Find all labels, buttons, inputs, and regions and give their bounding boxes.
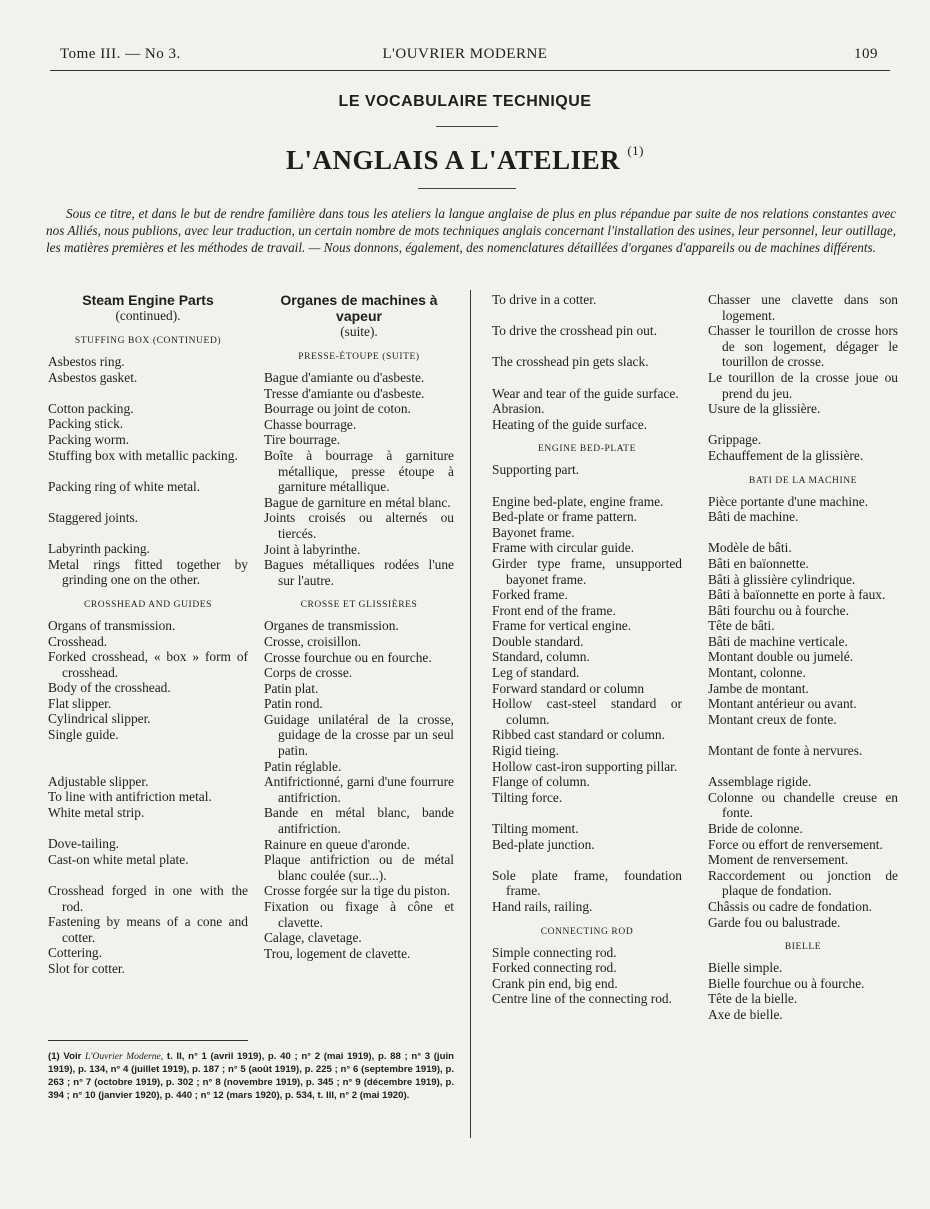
vocab-entry: Tilting moment. <box>492 821 579 836</box>
spacer <box>708 727 898 743</box>
vocab-entry: Montant, colonne. <box>708 665 806 681</box>
vocab-entry: To line with antifriction metal. <box>48 789 212 805</box>
section-heading: STUFFING BOX (CONTINUED) <box>74 336 222 346</box>
footnote-marker: (1) Voir <box>48 1051 82 1062</box>
vocab-entry: Tête de bâti. <box>708 618 775 634</box>
vocab-entry: Centre line of the connecting rod. <box>492 991 672 1007</box>
vocab-entry: Body of the crosshead. <box>48 680 171 696</box>
vocab-entry: Fastening by means of a cone and cotter. <box>48 914 248 945</box>
vocab-entry: Patin plat. <box>264 680 319 696</box>
spacer <box>48 494 248 510</box>
vocab-entry: Modèle de bâti. <box>708 540 792 556</box>
vocab-entry: Bâti à baïonnette en porte à faux. <box>708 587 886 603</box>
vocab-entry: Cylindrical slipper. <box>48 711 151 727</box>
vocab-list <box>264 350 454 961</box>
vocab-entry: Moment de renversement. <box>708 852 849 868</box>
vocab-entry: Rainure en queue d'aronde. <box>264 836 410 852</box>
vocab-entry: Force ou effort de renversement. <box>708 836 883 852</box>
column-subheading: (suite). <box>340 324 378 339</box>
vocab-entry: Garde fou ou balustrade. <box>708 914 841 930</box>
vocab-entry: The crosshead pin gets slack. <box>492 354 649 370</box>
vocab-entry: Single guide. <box>48 727 119 743</box>
vocab-entry: Montant creux de fonte. <box>708 711 837 727</box>
column-heading: Organes de machines à vapeur <box>280 292 438 324</box>
vocab-entry: Boîte à bourrage à garniture métallique, presse étoupe à garniture métallique. <box>264 447 454 495</box>
vocab-entry: Supporting part. <box>492 462 580 478</box>
column-french-1 <box>264 292 454 961</box>
vocab-entry: Axe de bielle. <box>708 1006 783 1022</box>
vocab-entry: Trou, logement de clavette. <box>264 945 411 961</box>
footnote-ref: (1) <box>627 143 645 158</box>
vocab-entry: Châssis ou cadre de fondation. <box>708 898 872 914</box>
spacer <box>48 821 248 837</box>
vocab-entry: Montant antérieur ou avant. <box>708 696 857 712</box>
vocab-entry: Raccordement ou jonction de plaque de fondation. <box>708 867 898 899</box>
vocab-entry: Bed-plate junction. <box>492 836 595 852</box>
vocab-entry: Sole plate frame, foundation frame. <box>492 867 682 899</box>
vocab-entry: Patin réglable. <box>264 758 342 774</box>
footnote-rule <box>48 1040 248 1041</box>
column-subheading: (continued). <box>115 308 181 323</box>
vocab-entry: Forward standard or column <box>492 680 645 696</box>
column-divider <box>470 290 471 1138</box>
vocab-entry: Grippage. <box>708 432 762 448</box>
vocab-list <box>48 334 248 977</box>
vocab-entry: Bride de colonne. <box>708 821 803 836</box>
column-english-1 <box>48 292 248 977</box>
vocab-entry: Bayonet frame. <box>492 524 575 540</box>
vocab-entry: Front end of the frame. <box>492 602 616 618</box>
footnote-journal: L'Ouvrier Moderne, <box>85 1051 164 1062</box>
vocab-entry: Double standard. <box>492 633 584 649</box>
title-divider <box>436 126 498 127</box>
vocab-entry: Hollow cast-iron supporting pillar. <box>492 758 678 774</box>
vocab-entry: Bagues métalliques rodées l'une sur l'autre. <box>264 557 454 588</box>
vocab-entry: Forked connecting rod. <box>492 960 617 976</box>
vocab-entry: Crosse fourchue ou en fourche. <box>264 649 432 665</box>
vocab-entry: Plaque antifriction ou de métal blanc coulée (sur...). <box>264 852 454 883</box>
vocab-list <box>708 292 898 1023</box>
vocab-entry: Bielle fourchue ou à fourche. <box>708 975 865 991</box>
vocab-entry: Tilting force. <box>492 789 563 805</box>
vocab-entry: Chasse bourrage. <box>264 416 357 432</box>
vocab-entry: Simple connecting rod. <box>492 944 617 960</box>
vocab-entry: Forked crosshead, « box » form of crosshead. <box>48 649 248 680</box>
spacer <box>492 852 682 868</box>
vocab-entry: Montant de fonte à nervures. <box>708 743 863 759</box>
column-heading: Steam Engine Parts <box>82 292 214 308</box>
vocab-entry: Chasser une clavette dans son logement. <box>708 292 898 323</box>
vocab-entry: Chasser le tourillon de crosse hors de son logement, dégager le tourillon de crosse. <box>708 323 898 370</box>
vocab-entry: Bande en métal blanc, bande antifriction. <box>264 805 454 837</box>
vocab-entry: Packing ring of white metal. <box>48 478 201 494</box>
vocab-entry: Standard, column. <box>492 649 590 665</box>
vocab-entry: Slot for cotter. <box>48 960 125 976</box>
vocab-entry: Bâti de machine. <box>708 509 799 525</box>
section-heading: CROSSE ET GLISSIÈRES <box>300 600 418 611</box>
vocab-entry: To drive the crosshead pin out. <box>492 323 657 339</box>
vocab-entry: Crosse forgée sur la tige du piston. <box>264 883 451 899</box>
column-french-2 <box>708 292 898 1023</box>
vocab-entry: Hollow cast-steel standard or column. <box>492 696 682 727</box>
spacer <box>48 758 248 774</box>
journal-title: L'OUVRIER MODERNE <box>382 46 548 62</box>
spacer <box>708 525 898 541</box>
vocab-entry: Cotton packing. <box>48 400 134 416</box>
vocab-entry: To drive in a cotter. <box>492 292 597 307</box>
page-number: 109 <box>854 46 878 62</box>
section-title: LE VOCABULAIRE TECHNIQUE <box>338 93 592 110</box>
section-heading: BIELLE <box>784 942 822 953</box>
main-title-text: L'ANGLAIS A L'ATELIER <box>285 145 621 175</box>
vocab-entry: Jambe de montant. <box>708 680 809 696</box>
vocab-entry: Montant double ou jumelé. <box>708 649 854 665</box>
vocab-entry: Packing stick. <box>48 416 124 432</box>
vocab-entry: Bâti fourchu ou à fourche. <box>708 602 849 618</box>
vocab-entry: Crank pin end, big end. <box>492 975 618 991</box>
spacer <box>48 385 248 401</box>
section-heading: BATI DE LA MACHINE <box>748 475 858 486</box>
intro-paragraph: Sous ce titre, et dans le but de rendre familière dans tous les ateliers la langue anglaise de plus en plus répandue par suite de nos relations constantes avec nos Alliés, nous publions, avec leur traduction, un certain nombre de mots techniques anglais concernant l'installation des usines, leur personnel, leur outillage, les matières premières et les méthodes de travail. — Nous donnons, également, des nomenclatures détaillées d'organes d'appareils ou de machines différents. <box>46 206 896 255</box>
spacer <box>492 478 682 494</box>
vocab-entry: Assemblage rigide. <box>708 774 812 790</box>
vocab-entry: Flat slipper. <box>48 695 112 711</box>
vocab-entry: Metal rings fitted together by grinding one on the other. <box>48 556 248 588</box>
spacer <box>492 339 682 355</box>
vocab-entry: Stuffing box with metallic packing. <box>48 447 238 463</box>
vocab-entry: Wear and tear of the guide surface. <box>492 385 679 401</box>
spacer <box>492 370 682 386</box>
vocab-entry: Bourrage ou joint de coton. <box>264 401 411 417</box>
vocab-entry: Calage, clavetage. <box>264 930 362 946</box>
vocab-entry: Le tourillon de la crosse joue ou prend du jeu. <box>708 369 898 401</box>
spacer <box>48 867 248 883</box>
footnote-text: t. II, n° 1 (avril 1919), p. 40 ; n° 2 (mai 1919), p. 88 ; n° 3 (juin 1919), p. 134, n° 4 (juillet 1919), p. 187 ; n° 5 (août 1919), p. 225 ; n° 6 (septembre 1919), p. 263 ; n° 7 (octobre 1919), p. 302 ; n° 8 (novembre 1919), p. 345 ; n° 9 (décembre 1919), p. 394 ; n° 10 (janvier 1920), p. 440 ; n° 12 (mars 1920), p. 534, t. III, n° 2 (mai 1920). <box>48 1051 454 1101</box>
section-heading: CONNECTING ROD <box>540 926 634 937</box>
column-english-2 <box>492 292 682 1007</box>
spacer <box>708 417 898 433</box>
footnote <box>48 1050 454 1102</box>
title-divider-lower <box>418 188 516 189</box>
vocab-entry: Tresse d'amiante ou d'asbeste. <box>264 385 425 401</box>
vocab-entry: Bâti en baïonnette. <box>708 555 809 571</box>
vocab-entry: Girder type frame, unsupported bayonet frame. <box>492 555 682 587</box>
spacer <box>708 759 898 775</box>
vocab-entry: Rigid tieing. <box>492 743 559 759</box>
vocab-entry: Adjustable slipper. <box>48 773 149 789</box>
vocab-entry: Tête de la bielle. <box>708 991 798 1007</box>
vocab-entry: Guidage unilatéral de la crosse, guidage de la crosse par un seul patin. <box>264 711 454 759</box>
vocab-entry: Organs of transmission. <box>48 617 176 633</box>
vocab-entry: Ribbed cast standard or column. <box>492 727 665 743</box>
spacer <box>492 308 682 324</box>
vocab-entry: Pièce portante d'une machine. <box>708 493 869 509</box>
vocab-entry: Fixation ou fixage à cône et clavette. <box>264 899 454 930</box>
vocab-entry: Cottering. <box>48 945 102 961</box>
vocab-entry: Frame for vertical engine. <box>492 618 632 634</box>
section-heading: CROSSHEAD AND GUIDES <box>83 599 213 610</box>
vocab-entry: Dove-tailing. <box>48 836 120 852</box>
vocab-entry: Leg of standard. <box>492 665 580 681</box>
vocab-entry: Patin rond. <box>264 696 323 712</box>
spacer <box>48 463 248 479</box>
vocab-entry: Engine bed-plate, engine frame. <box>492 493 664 509</box>
vocab-entry: Labyrinth packing. <box>48 541 150 557</box>
vocab-entry: Frame with circular guide. <box>492 540 635 556</box>
vocab-entry: Bed-plate or frame pattern. <box>492 509 637 525</box>
vocab-entry: Packing worm. <box>48 431 130 447</box>
section-heading: ENGINE BED-PLATE <box>538 444 636 455</box>
vocab-entry: Bague d'amiante ou d'asbeste. <box>264 370 425 385</box>
vocab-entry: Abrasion. <box>492 401 545 417</box>
section-heading: PRESSE-ÉTOUPE (SUITE) <box>298 352 420 362</box>
vocab-entry: Usure de la glissière. <box>708 401 821 417</box>
spacer <box>492 805 682 821</box>
vocab-entry: Bague de garniture en métal blanc. <box>264 494 451 510</box>
spacer <box>48 743 248 759</box>
vocab-entry: Crosshead forged in one with the rod. <box>48 883 248 914</box>
vocab-entry: Heating of the guide surface. <box>492 416 648 432</box>
vocab-entry: Organes de transmission. <box>264 618 399 634</box>
vocab-entry: Echauffement de la glissière. <box>708 447 864 463</box>
header-rule <box>50 70 890 71</box>
issue-label: Tome III. — No 3. <box>60 46 181 62</box>
main-title <box>0 143 930 176</box>
vocab-entry: Colonne ou chandelle creuse en fonte. <box>708 789 898 821</box>
vocab-entry: Asbestos ring. <box>48 354 125 369</box>
vocab-entry: Staggered joints. <box>48 509 139 525</box>
vocab-entry: Forked frame. <box>492 587 568 603</box>
vocab-entry: Crosshead. <box>48 633 108 649</box>
spacer <box>48 526 248 542</box>
vocab-entry: Bâti de machine verticale. <box>708 633 848 649</box>
vocab-entry: Antifrictionné, garni d'une fourrure antifriction. <box>264 774 454 805</box>
vocab-entry: Cast-on white metal plate. <box>48 851 189 867</box>
vocab-entry: Tire bourrage. <box>264 432 341 448</box>
vocab-entry: Bâti à glissière cylindrique. <box>708 571 856 587</box>
vocab-list <box>492 292 682 1007</box>
vocab-entry: White metal strip. <box>48 805 145 821</box>
vocab-entry: Asbestos gasket. <box>48 369 138 385</box>
vocab-entry: Joints croisés ou alternés ou tiercés. <box>264 510 454 541</box>
vocab-entry: Joint à labyrinthe. <box>264 541 361 557</box>
vocab-entry: Flange of column. <box>492 774 590 790</box>
vocab-entry: Corps de crosse. <box>264 665 353 681</box>
vocab-entry: Hand rails, railing. <box>492 898 593 914</box>
vocab-entry: Bielle simple. <box>708 960 783 976</box>
vocab-entry: Crosse, croisillon. <box>264 633 362 649</box>
